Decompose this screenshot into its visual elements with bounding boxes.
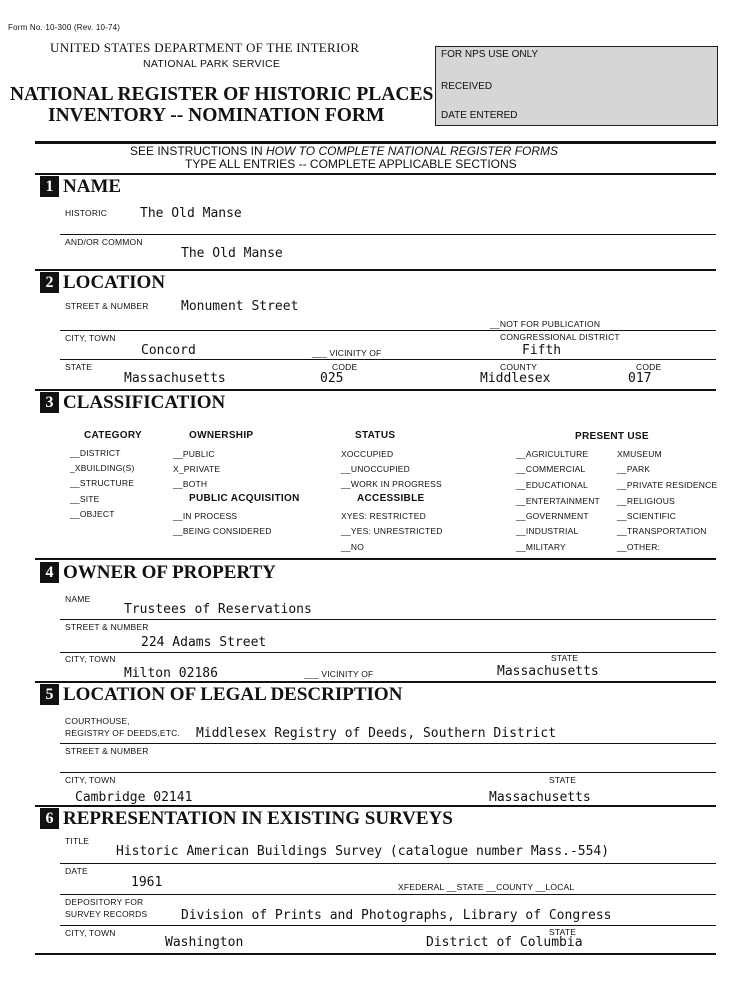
nps-use-label: FOR NPS USE ONLY xyxy=(441,49,539,60)
section-4-title: 4 OWNER OF PROPERTY xyxy=(40,562,276,584)
form-number: Form No. 10-300 (Rev. 10-74) xyxy=(8,23,121,32)
legal-state: Massachusetts xyxy=(489,790,591,805)
section-number: 3 xyxy=(40,392,59,413)
survey-records-label: SURVEY RECORDS xyxy=(65,909,148,919)
code-label: CODE xyxy=(332,362,358,372)
present-use-header: PRESENT USE xyxy=(575,431,649,442)
legal-city: Cambridge 02141 xyxy=(75,790,193,805)
divider xyxy=(35,681,716,683)
county-code-value: 017 xyxy=(628,371,652,386)
status-option: XOCCUPIED xyxy=(341,449,394,459)
divider xyxy=(35,558,716,560)
status-option: __WORK IN PROGRESS xyxy=(341,479,442,489)
not-for-publication: __NOT FOR PUBLICATION xyxy=(490,319,601,329)
section-number: 6 xyxy=(40,808,59,829)
accessible-option: __NO xyxy=(341,542,365,552)
survey-levels: XFEDERAL __STATE __COUNTY __LOCAL xyxy=(398,882,575,892)
section-6-title: 6 REPRESENTATION IN EXISTING SURVEYS xyxy=(40,808,453,830)
depository-value: Division of Prints and Photographs, Library of Congress xyxy=(181,908,612,923)
present-use-option: __EDUCATIONAL xyxy=(516,480,588,490)
section-1-title: 1 NAME xyxy=(40,176,121,198)
section-number: 2 xyxy=(40,272,59,293)
divider xyxy=(35,389,716,391)
legal-street-label: STREET & NUMBER xyxy=(65,746,149,756)
section-number: 1 xyxy=(40,176,59,197)
department-name: UNITED STATES DEPARTMENT OF THE INTERIOR xyxy=(50,40,360,55)
survey-title: Historic American Buildings Survey (catalogue number Mass.-554) xyxy=(116,844,610,859)
state-value: Massachusetts xyxy=(124,371,226,386)
state-label: STATE xyxy=(65,362,93,372)
owner-city: Milton 02186 xyxy=(124,666,218,681)
depository-city-label: CITY, TOWN xyxy=(65,928,116,938)
historic-label: HISTORIC xyxy=(65,208,108,218)
divider xyxy=(60,330,716,331)
divider xyxy=(60,234,716,235)
depository-label: DEPOSITORY FOR xyxy=(65,897,144,907)
owner-name: Trustees of Reservations xyxy=(124,602,312,617)
date-entered-label: DATE ENTERED xyxy=(441,110,518,121)
depository-state: District of Columbia xyxy=(426,935,583,950)
depository-state-label: STATE xyxy=(549,927,577,937)
category-option: __STRUCTURE xyxy=(70,478,135,488)
present-use-option: __MILITARY xyxy=(516,542,566,552)
accessible-header: ACCESSIBLE xyxy=(357,493,425,504)
owner-street: 224 Adams Street xyxy=(141,635,267,650)
divider xyxy=(35,173,716,175)
category-header: CATEGORY xyxy=(84,430,142,441)
present-use-option: __GOVERNMENT xyxy=(516,511,589,521)
courthouse-label: COURTHOUSE, xyxy=(65,716,130,726)
divider xyxy=(60,863,716,864)
divider xyxy=(35,805,716,807)
divider xyxy=(35,269,716,271)
category-option: __SITE xyxy=(70,494,100,504)
section-3-title: 3 CLASSIFICATION xyxy=(40,392,225,414)
survey-date: 1961 xyxy=(131,875,163,890)
divider xyxy=(35,953,716,955)
street-value: Monument Street xyxy=(181,299,299,314)
divider xyxy=(60,743,716,744)
section-number: 5 xyxy=(40,684,59,705)
divider xyxy=(60,619,716,620)
owner-name-label: NAME xyxy=(65,594,91,604)
common-name: The Old Manse xyxy=(181,246,283,261)
present-use-option: __RELIGIOUS xyxy=(617,496,675,506)
county-value: Middlesex xyxy=(480,371,551,386)
courthouse-value: Middlesex Registry of Deeds, Southern District xyxy=(196,726,557,741)
divider xyxy=(60,772,716,773)
category-option: __DISTRICT xyxy=(70,448,121,458)
owner-street-label: STREET & NUMBER xyxy=(65,622,149,632)
congressional-district-value: Fifth xyxy=(522,343,562,358)
section-2-title: 2 LOCATION xyxy=(40,272,165,294)
instructions-line2: TYPE ALL ENTRIES -- COMPLETE APPLICABLE SECTIONS xyxy=(185,157,517,171)
owner-state: Massachusetts xyxy=(497,664,599,679)
vicinity-label: ___ VICINITY OF xyxy=(312,348,382,358)
service-name: NATIONAL PARK SERVICE xyxy=(143,58,281,70)
owner-city-label: CITY, TOWN xyxy=(65,654,116,664)
code-label: CODE xyxy=(636,362,662,372)
legal-state-label: STATE xyxy=(549,775,577,785)
survey-date-label: DATE xyxy=(65,866,88,876)
divider xyxy=(60,652,716,653)
legal-city-label: CITY, TOWN xyxy=(65,775,116,785)
category-option: _XBUILDING(S) xyxy=(70,463,135,473)
form-title-line1: NATIONAL REGISTER OF HISTORIC PLACES xyxy=(10,84,434,105)
congressional-district-label: CONGRESSIONAL DISTRICT xyxy=(500,332,620,342)
survey-title-label: TITLE xyxy=(65,836,90,846)
common-name-label: AND/OR COMMON xyxy=(65,237,143,247)
accessible-option: XYES: RESTRICTED xyxy=(341,511,426,521)
nps-use-box xyxy=(435,46,718,126)
divider xyxy=(60,359,716,360)
present-use-option: __SCIENTIFIC xyxy=(617,511,677,521)
ownership-option: X_PRIVATE xyxy=(173,464,221,474)
divider xyxy=(60,925,716,926)
section-5-title: 5 LOCATION OF LEGAL DESCRIPTION xyxy=(40,684,402,706)
registry-label: REGISTRY OF DEEDS,ETC. xyxy=(65,728,181,738)
ownership-option: __BOTH xyxy=(173,479,208,489)
status-header: STATUS xyxy=(355,430,396,441)
street-label: STREET & NUMBER xyxy=(65,301,149,311)
section-number: 4 xyxy=(40,562,59,583)
ownership-header: OWNERSHIP xyxy=(189,430,254,441)
status-option: __UNOCCUPIED xyxy=(341,464,410,474)
category-option: __OBJECT xyxy=(70,509,115,519)
present-use-option: __ENTERTAINMENT xyxy=(516,496,600,506)
public-acquisition-header: PUBLIC ACQUISITION xyxy=(189,493,300,504)
present-use-option: __TRANSPORTATION xyxy=(617,526,707,536)
received-label: RECEIVED xyxy=(441,81,493,92)
ownership-option: __PUBLIC xyxy=(173,449,215,459)
city-label: CITY, TOWN xyxy=(65,333,116,343)
present-use-option: __AGRICULTURE xyxy=(516,449,589,459)
state-code-value: 025 xyxy=(320,371,344,386)
depository-city: Washington xyxy=(165,935,244,950)
acquisition-option: __IN PROCESS xyxy=(173,511,238,521)
present-use-option: __PARK xyxy=(617,464,651,474)
form-title-line2: INVENTORY -- NOMINATION FORM xyxy=(48,105,385,126)
acquisition-option: __BEING CONSIDERED xyxy=(173,526,272,536)
county-label: COUNTY xyxy=(500,362,538,372)
present-use-option: __INDUSTRIAL xyxy=(516,526,579,536)
present-use-option: __COMMERCIAL xyxy=(516,464,586,474)
city-value: Concord xyxy=(141,343,196,358)
owner-state-label: STATE xyxy=(551,653,579,663)
instructions-line1: SEE INSTRUCTIONS IN HOW TO COMPLETE NATIONAL REGISTER FORMS xyxy=(130,144,559,158)
divider xyxy=(60,894,716,895)
historic-name: The Old Manse xyxy=(140,206,242,221)
present-use-option: XMUSEUM xyxy=(617,449,662,459)
accessible-option: __YES: UNRESTRICTED xyxy=(341,526,443,536)
owner-vicinity-label: ___ VICINITY OF xyxy=(304,669,374,679)
present-use-option: __OTHER: xyxy=(617,542,661,552)
present-use-option: __PRIVATE RESIDENCE xyxy=(617,480,718,490)
